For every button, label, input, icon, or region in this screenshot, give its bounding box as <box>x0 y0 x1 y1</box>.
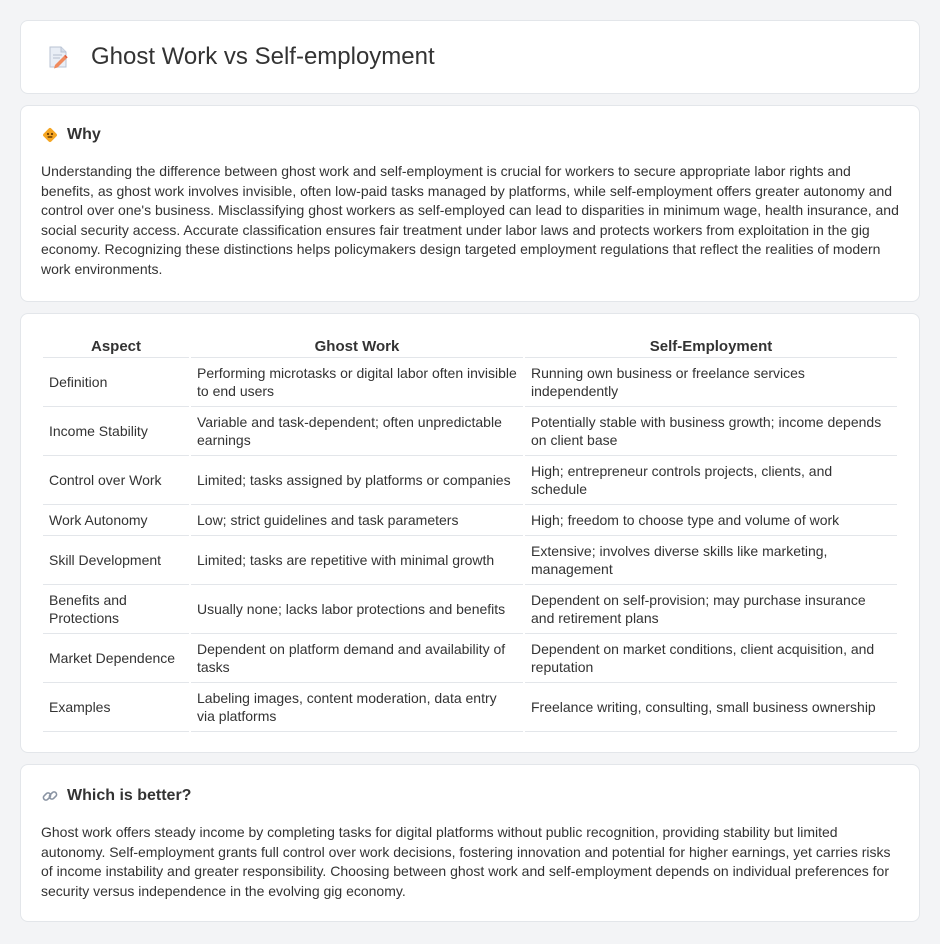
table-cell-aspect: Skill Development <box>43 536 189 585</box>
which-is-better-section <box>20 764 920 922</box>
table-cell-self-employment: Freelance writing, consulting, small business ownership <box>525 683 897 732</box>
table-cell-aspect: Benefits and Protections <box>43 585 189 634</box>
column-header-ghost-work: Ghost Work <box>191 334 523 358</box>
diamond-warning-icon <box>41 126 59 144</box>
which-is-better-heading <box>41 787 899 805</box>
table-row <box>43 585 897 634</box>
table-row <box>43 634 897 683</box>
table-cell-self-employment: High; entrepreneur controls projects, clients, and schedule <box>525 456 897 505</box>
comparison-table <box>41 334 899 732</box>
link-icon <box>41 787 59 805</box>
table-row <box>43 407 897 456</box>
table-cell-ghost-work: Labeling images, content moderation, data entry via platforms <box>191 683 523 732</box>
column-header-self-employment: Self-Employment <box>525 334 897 358</box>
table-cell-aspect: Market Dependence <box>43 634 189 683</box>
header-card <box>20 20 920 94</box>
table-row <box>43 358 897 407</box>
table-cell-self-employment: Dependent on market conditions, client acquisition, and reputation <box>525 634 897 683</box>
table-cell-self-employment: High; freedom to choose type and volume of work <box>525 505 897 536</box>
table-cell-ghost-work: Performing microtasks or digital labor often invisible to end users <box>191 358 523 407</box>
which-is-better-label: Which is better? <box>67 787 192 804</box>
table-header-row <box>43 334 897 358</box>
table-row <box>43 683 897 732</box>
table-cell-aspect: Definition <box>43 358 189 407</box>
table-cell-aspect: Control over Work <box>43 456 189 505</box>
table-cell-aspect: Examples <box>43 683 189 732</box>
table-cell-ghost-work: Low; strict guidelines and task parameters <box>191 505 523 536</box>
table-cell-self-employment: Dependent on self-provision; may purchase insurance and retirement plans <box>525 585 897 634</box>
table-cell-ghost-work: Usually none; lacks labor protections and benefits <box>191 585 523 634</box>
table-cell-aspect: Work Autonomy <box>43 505 189 536</box>
comparison-table-card <box>20 313 920 753</box>
table-cell-aspect: Income Stability <box>43 407 189 456</box>
table-row <box>43 505 897 536</box>
which-is-better-text: Ghost work offers steady income by completing tasks for digital platforms without public recognition, providing stability but limited autonomy. Self-employment grants full control over work decisions, fostering innovation and potential for higher earnings, yet carries risks of income instability and greater responsibility. Choosing between ghost work and self-employment depends on individual preferences for security versus independence in the evolving gig economy. <box>41 824 891 899</box>
table-row <box>43 536 897 585</box>
table-cell-ghost-work: Dependent on platform demand and availability of tasks <box>191 634 523 683</box>
table-cell-ghost-work: Variable and task-dependent; often unpredictable earnings <box>191 407 523 456</box>
document-pencil-icon <box>45 44 71 70</box>
table-cell-self-employment: Running own business or freelance services independently <box>525 358 897 407</box>
column-header-aspect: Aspect <box>43 334 189 358</box>
table-cell-self-employment: Extensive; involves diverse skills like marketing, management <box>525 536 897 585</box>
table-cell-self-employment: Potentially stable with business growth; income depends on client base <box>525 407 897 456</box>
page-title: Ghost Work vs Self-employment <box>91 43 435 70</box>
table-cell-ghost-work: Limited; tasks assigned by platforms or companies <box>191 456 523 505</box>
why-heading-label: Why <box>67 126 101 143</box>
why-section <box>20 105 920 302</box>
table-row <box>43 456 897 505</box>
table-cell-ghost-work: Limited; tasks are repetitive with minimal growth <box>191 536 523 585</box>
why-heading <box>41 126 899 144</box>
why-text: Understanding the difference between ghost work and self-employment is crucial for workers to secure appropriate labor rights and benefits, as ghost work involves invisible, often low-paid tasks managed by platforms, while self-employment offers greater autonomy and control over one's business. Misclassifying ghost workers as self-employed can lead to disparities in minimum wage, health insurance, and social security access. Accurate classification ensures fair treatment under labor laws and protects workers from exploitation in the gig economy. Recognizing these distinctions helps policymakers design targeted employment regulations that reflect the realities of modern work environments. <box>41 163 899 277</box>
